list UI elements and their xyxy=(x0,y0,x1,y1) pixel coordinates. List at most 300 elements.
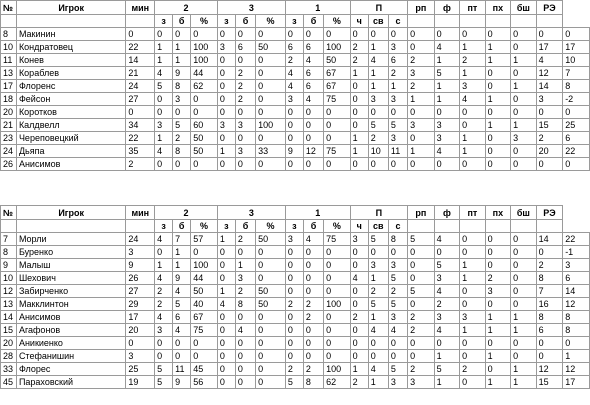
cell-3pt-made: 1 xyxy=(217,285,235,298)
cell-blocks: 0 xyxy=(511,259,537,272)
cell-turnovers: 1 xyxy=(485,41,511,54)
cell-rating: 0 xyxy=(563,28,590,41)
cell-ft-pct: 0 xyxy=(324,324,351,337)
cell-assists: 2 xyxy=(408,363,435,376)
cell-reb-off: 0 xyxy=(350,119,368,132)
team2-rows xyxy=(1,233,590,389)
cell-reb-def: 5 xyxy=(368,298,388,311)
cell-rating: 6 xyxy=(563,132,590,145)
table-row xyxy=(1,246,590,259)
cell-fouls: 5 xyxy=(434,363,460,376)
cell-ft-att: 0 xyxy=(303,324,323,337)
cell-reb-total: 0 xyxy=(388,106,407,119)
cell-3pt-pct: 0 xyxy=(256,324,286,337)
cell-ft-made: 4 xyxy=(285,67,303,80)
subheader-z: з xyxy=(155,220,173,233)
cell-turnovers: 1 xyxy=(485,350,511,363)
cell-2pt-made: 4 xyxy=(155,67,173,80)
cell-steals: 1 xyxy=(460,145,486,158)
cell-points: 15 xyxy=(536,119,563,132)
cell-points: 14 xyxy=(536,80,563,93)
table-row xyxy=(1,54,590,67)
cell-2pt-made: 1 xyxy=(155,259,173,272)
cell-ft-pct: 100 xyxy=(324,41,351,54)
cell-rating: 1 xyxy=(563,350,590,363)
cell-blocks: 0 xyxy=(511,285,537,298)
cell-no: 20 xyxy=(1,337,17,350)
table-row xyxy=(1,376,590,389)
cell-ft-made: 5 xyxy=(285,376,303,389)
cell-2pt-made: 1 xyxy=(155,41,173,54)
cell-ft-pct: 75 xyxy=(324,93,351,106)
table-row xyxy=(1,106,590,119)
cell-fouls: 4 xyxy=(434,324,460,337)
team2-stats-table xyxy=(0,205,590,389)
cell-player: Калдвелл xyxy=(16,119,125,132)
cell-player: Анисимов xyxy=(16,311,125,324)
cell-reb-def: 1 xyxy=(368,41,388,54)
cell-min: 2 xyxy=(126,158,155,171)
cell-ft-pct: 62 xyxy=(324,376,351,389)
cell-2pt-made: 2 xyxy=(155,298,173,311)
cell-reb-off: 0 xyxy=(350,28,368,41)
cell-rating: 8 xyxy=(563,311,590,324)
table-row xyxy=(1,145,590,158)
cell-turnovers: 1 xyxy=(485,54,511,67)
cell-assists: 3 xyxy=(408,67,435,80)
subheader-sv: св xyxy=(368,15,388,28)
cell-3pt-pct: 0 xyxy=(256,272,286,285)
cell-2pt-att: 5 xyxy=(173,119,191,132)
cell-ft-made: 0 xyxy=(285,350,303,363)
cell-ft-pct: 75 xyxy=(324,233,351,246)
cell-3pt-pct: 0 xyxy=(256,259,286,272)
table-row xyxy=(1,28,590,41)
cell-assists: 0 xyxy=(408,106,435,119)
header-1pt: 1 xyxy=(285,1,350,15)
cell-points: 0 xyxy=(536,106,563,119)
subheader-cell xyxy=(16,15,125,28)
cell-no: 7 xyxy=(1,233,17,246)
cell-points: 16 xyxy=(536,298,563,311)
cell-3pt-att: 0 xyxy=(235,28,255,41)
cell-ft-pct: 0 xyxy=(324,28,351,41)
cell-player: Шехович xyxy=(16,272,125,285)
header-row xyxy=(1,206,590,220)
cell-turnovers: 2 xyxy=(485,272,511,285)
subheader-cell xyxy=(511,220,537,233)
cell-assists: 0 xyxy=(408,298,435,311)
cell-rating: -2 xyxy=(563,93,590,106)
cell-2pt-att: 4 xyxy=(173,285,191,298)
cell-turnovers: 0 xyxy=(485,145,511,158)
cell-ft-att: 2 xyxy=(303,363,323,376)
cell-turnovers: 3 xyxy=(485,285,511,298)
cell-3pt-made: 0 xyxy=(217,106,235,119)
subheader-b: б xyxy=(235,15,255,28)
cell-min: 17 xyxy=(126,311,155,324)
cell-ft-att: 0 xyxy=(303,272,323,285)
cell-3pt-att: 2 xyxy=(235,233,255,246)
cell-player: Анисимов xyxy=(16,158,125,171)
cell-blocks: 1 xyxy=(511,311,537,324)
cell-3pt-made: 0 xyxy=(217,363,235,376)
cell-min: 24 xyxy=(126,233,155,246)
cell-player: Дьяпа xyxy=(16,145,125,158)
cell-ft-att: 0 xyxy=(303,132,323,145)
cell-3pt-made: 0 xyxy=(217,272,235,285)
cell-blocks: 0 xyxy=(511,272,537,285)
header-2pt: 2 xyxy=(155,1,218,15)
cell-assists: 0 xyxy=(408,337,435,350)
subheader-cell xyxy=(485,220,511,233)
cell-steals: 1 xyxy=(460,324,486,337)
cell-2pt-made: 4 xyxy=(155,233,173,246)
cell-reb-total: 3 xyxy=(388,93,407,106)
cell-3pt-pct: 0 xyxy=(256,350,286,363)
cell-player: Флорес xyxy=(16,363,125,376)
cell-2pt-made: 2 xyxy=(155,285,173,298)
cell-fouls: 0 xyxy=(434,28,460,41)
cell-ft-pct: 0 xyxy=(324,337,351,350)
header-no: № xyxy=(1,206,17,220)
header-re: РЭ xyxy=(536,206,563,220)
cell-no: 8 xyxy=(1,28,17,41)
cell-points: 6 xyxy=(536,324,563,337)
cell-3pt-pct: 50 xyxy=(256,41,286,54)
cell-3pt-att: 2 xyxy=(235,80,255,93)
cell-ft-made: 9 xyxy=(285,145,303,158)
cell-fouls: 4 xyxy=(434,41,460,54)
cell-2pt-made: 3 xyxy=(155,119,173,132)
subheader-cell xyxy=(126,220,155,233)
cell-3pt-pct: 0 xyxy=(256,311,286,324)
cell-points: 0 xyxy=(536,158,563,171)
cell-ft-made: 0 xyxy=(285,132,303,145)
cell-player: Параховский xyxy=(16,376,125,389)
cell-min: 22 xyxy=(126,41,155,54)
cell-fouls: 5 xyxy=(434,67,460,80)
cell-reb-total: 3 xyxy=(388,132,407,145)
cell-reb-total: 11 xyxy=(388,145,407,158)
cell-no: 18 xyxy=(1,93,17,106)
table-row xyxy=(1,93,590,106)
cell-2pt-pct: 0 xyxy=(191,337,218,350)
table-row xyxy=(1,324,590,337)
cell-rating: 6 xyxy=(563,272,590,285)
cell-fouls: 3 xyxy=(434,272,460,285)
cell-blocks: 0 xyxy=(511,298,537,311)
cell-min: 26 xyxy=(126,272,155,285)
cell-min: 0 xyxy=(126,337,155,350)
header-rp: рп xyxy=(408,206,435,220)
cell-assists: 0 xyxy=(408,246,435,259)
cell-no: 21 xyxy=(1,119,17,132)
cell-reb-def: 0 xyxy=(368,106,388,119)
cell-blocks: 0 xyxy=(511,350,537,363)
subheader-ch: ч xyxy=(350,220,368,233)
header-player: Игрок xyxy=(16,206,125,220)
cell-reb-off: 2 xyxy=(350,376,368,389)
cell-player: Флоренс xyxy=(16,80,125,93)
subheader-cell xyxy=(536,220,563,233)
header-ph: пх xyxy=(485,1,511,15)
cell-ft-pct: 0 xyxy=(324,246,351,259)
cell-assists: 0 xyxy=(408,350,435,363)
cell-3pt-made: 0 xyxy=(217,259,235,272)
cell-2pt-pct: 67 xyxy=(191,311,218,324)
cell-3pt-pct: 0 xyxy=(256,246,286,259)
cell-reb-total: 5 xyxy=(388,272,407,285)
cell-reb-total: 6 xyxy=(388,54,407,67)
cell-3pt-made: 0 xyxy=(217,28,235,41)
cell-min: 3 xyxy=(126,350,155,363)
cell-3pt-made: 4 xyxy=(217,298,235,311)
cell-ft-pct: 0 xyxy=(324,259,351,272)
cell-3pt-made: 0 xyxy=(217,324,235,337)
cell-ft-att: 2 xyxy=(303,311,323,324)
subheader-z: з xyxy=(285,220,303,233)
cell-min: 27 xyxy=(126,93,155,106)
subheader-cell xyxy=(536,15,563,28)
cell-rating: 12 xyxy=(563,363,590,376)
cell-3pt-made: 0 xyxy=(217,350,235,363)
cell-no: 15 xyxy=(1,324,17,337)
cell-no: 26 xyxy=(1,158,17,171)
cell-rating: -1 xyxy=(563,246,590,259)
cell-3pt-att: 0 xyxy=(235,246,255,259)
cell-steals: 3 xyxy=(460,80,486,93)
cell-2pt-pct: 56 xyxy=(191,376,218,389)
cell-min: 22 xyxy=(126,132,155,145)
table-row xyxy=(1,350,590,363)
cell-2pt-pct: 44 xyxy=(191,272,218,285)
cell-no: 33 xyxy=(1,363,17,376)
cell-points: 17 xyxy=(536,41,563,54)
table-row xyxy=(1,272,590,285)
cell-fouls: 3 xyxy=(434,132,460,145)
cell-reb-off: 0 xyxy=(350,298,368,311)
cell-min: 3 xyxy=(126,246,155,259)
cell-player: Фейсон xyxy=(16,93,125,106)
header-bsh: бш xyxy=(511,206,537,220)
cell-blocks: 1 xyxy=(511,324,537,337)
subheader-pct: % xyxy=(324,15,351,28)
cell-no: 23 xyxy=(1,132,17,145)
cell-3pt-pct: 0 xyxy=(256,363,286,376)
cell-ft-att: 0 xyxy=(303,246,323,259)
cell-reb-total: 2 xyxy=(388,285,407,298)
subheader-cell xyxy=(126,15,155,28)
cell-rating: 0 xyxy=(563,337,590,350)
cell-reb-off: 3 xyxy=(350,233,368,246)
cell-min: 29 xyxy=(126,298,155,311)
cell-reb-def: 3 xyxy=(368,93,388,106)
cell-fouls: 0 xyxy=(434,106,460,119)
subheader-z: з xyxy=(217,15,235,28)
cell-2pt-made: 5 xyxy=(155,80,173,93)
cell-fouls: 0 xyxy=(434,246,460,259)
cell-blocks: 0 xyxy=(511,246,537,259)
cell-rating: 17 xyxy=(563,41,590,54)
header-f: ф xyxy=(434,206,460,220)
cell-blocks: 1 xyxy=(511,363,537,376)
cell-blocks: 0 xyxy=(511,145,537,158)
header-1pt: 1 xyxy=(285,206,350,220)
cell-ft-att: 4 xyxy=(303,54,323,67)
table-row xyxy=(1,311,590,324)
table-row xyxy=(1,337,590,350)
cell-fouls: 4 xyxy=(434,285,460,298)
cell-turnovers: 0 xyxy=(485,298,511,311)
cell-2pt-att: 9 xyxy=(173,67,191,80)
cell-assists: 0 xyxy=(408,132,435,145)
cell-steals: 1 xyxy=(460,67,486,80)
header-3pt: 3 xyxy=(217,1,285,15)
header-no: № xyxy=(1,1,17,15)
cell-2pt-att: 5 xyxy=(173,298,191,311)
cell-turnovers: 0 xyxy=(485,106,511,119)
cell-2pt-pct: 0 xyxy=(191,350,218,363)
cell-assists: 5 xyxy=(408,233,435,246)
cell-reb-total: 0 xyxy=(388,246,407,259)
cell-3pt-pct: 0 xyxy=(256,54,286,67)
cell-steals: 0 xyxy=(460,119,486,132)
header-f: ф xyxy=(434,1,460,15)
cell-3pt-att: 0 xyxy=(235,132,255,145)
cell-points: 20 xyxy=(536,145,563,158)
cell-ft-pct: 100 xyxy=(324,363,351,376)
cell-3pt-pct: 0 xyxy=(256,158,286,171)
cell-blocks: 1 xyxy=(511,54,537,67)
subheader-b: б xyxy=(173,220,191,233)
subheader-cell xyxy=(434,15,460,28)
cell-steals: 3 xyxy=(460,311,486,324)
cell-3pt-pct: 50 xyxy=(256,285,286,298)
table-row xyxy=(1,158,590,171)
cell-ft-pct: 67 xyxy=(324,67,351,80)
cell-ft-made: 0 xyxy=(285,158,303,171)
cell-steals: 1 xyxy=(460,132,486,145)
cell-2pt-pct: 57 xyxy=(191,233,218,246)
cell-ft-made: 0 xyxy=(285,259,303,272)
table-row xyxy=(1,298,590,311)
cell-ft-att: 6 xyxy=(303,67,323,80)
cell-ft-made: 0 xyxy=(285,272,303,285)
subheader-s: с xyxy=(388,220,407,233)
cell-reb-off: 1 xyxy=(350,67,368,80)
cell-turnovers: 0 xyxy=(485,259,511,272)
cell-min: 20 xyxy=(126,324,155,337)
cell-assists: 2 xyxy=(408,311,435,324)
cell-3pt-att: 0 xyxy=(235,54,255,67)
cell-2pt-pct: 50 xyxy=(191,285,218,298)
cell-2pt-made: 3 xyxy=(155,324,173,337)
cell-ft-made: 3 xyxy=(285,233,303,246)
cell-ft-pct: 0 xyxy=(324,350,351,363)
cell-2pt-pct: 50 xyxy=(191,132,218,145)
table-row xyxy=(1,233,590,246)
cell-3pt-att: 2 xyxy=(235,285,255,298)
cell-ft-made: 2 xyxy=(285,298,303,311)
cell-points: 2 xyxy=(536,259,563,272)
cell-rating: 0 xyxy=(563,158,590,171)
cell-min: 34 xyxy=(126,119,155,132)
subheader-z: з xyxy=(285,15,303,28)
cell-ft-pct: 75 xyxy=(324,145,351,158)
cell-2pt-att: 0 xyxy=(173,158,191,171)
cell-reb-def: 10 xyxy=(368,145,388,158)
subheader-cell xyxy=(408,15,435,28)
cell-ft-made: 6 xyxy=(285,41,303,54)
cell-blocks: 0 xyxy=(511,28,537,41)
cell-steals: 0 xyxy=(460,28,486,41)
cell-fouls: 1 xyxy=(434,376,460,389)
cell-player: Агафонов xyxy=(16,324,125,337)
cell-points: 14 xyxy=(536,233,563,246)
cell-reb-total: 2 xyxy=(388,67,407,80)
cell-3pt-att: 3 xyxy=(235,145,255,158)
cell-ft-made: 0 xyxy=(285,106,303,119)
header-bsh: бш xyxy=(511,1,537,15)
cell-3pt-att: 4 xyxy=(235,324,255,337)
cell-3pt-made: 0 xyxy=(217,246,235,259)
cell-player: Малыш xyxy=(16,259,125,272)
cell-turnovers: 0 xyxy=(485,132,511,145)
header-2pt: 2 xyxy=(155,206,218,220)
cell-turnovers: 0 xyxy=(485,28,511,41)
cell-ft-made: 2 xyxy=(285,54,303,67)
cell-2pt-att: 11 xyxy=(173,363,191,376)
cell-points: 7 xyxy=(536,285,563,298)
cell-3pt-made: 0 xyxy=(217,158,235,171)
cell-2pt-att: 4 xyxy=(173,324,191,337)
subheader-cell xyxy=(1,220,17,233)
cell-ft-att: 2 xyxy=(303,298,323,311)
cell-no: 24 xyxy=(1,145,17,158)
cell-reb-off: 0 xyxy=(350,93,368,106)
cell-player: Макклинтон xyxy=(16,298,125,311)
cell-3pt-pct: 0 xyxy=(256,337,286,350)
cell-2pt-att: 1 xyxy=(173,259,191,272)
cell-ft-pct: 0 xyxy=(324,158,351,171)
cell-2pt-made: 4 xyxy=(155,272,173,285)
cell-no: 11 xyxy=(1,54,17,67)
cell-min: 9 xyxy=(126,259,155,272)
cell-fouls: 1 xyxy=(434,80,460,93)
subheader-cell xyxy=(1,15,17,28)
header-rp: рп xyxy=(408,1,435,15)
cell-fouls: 4 xyxy=(434,233,460,246)
cell-blocks: 1 xyxy=(511,80,537,93)
cell-blocks: 1 xyxy=(511,376,537,389)
cell-min: 19 xyxy=(126,376,155,389)
cell-rating: 12 xyxy=(563,298,590,311)
cell-blocks: 3 xyxy=(511,132,537,145)
header-rebounds: П xyxy=(350,206,407,220)
cell-rating: 17 xyxy=(563,376,590,389)
cell-assists: 1 xyxy=(408,145,435,158)
table-row xyxy=(1,119,590,132)
cell-fouls: 5 xyxy=(434,259,460,272)
cell-ft-pct: 0 xyxy=(324,285,351,298)
cell-2pt-pct: 100 xyxy=(191,259,218,272)
cell-ft-made: 0 xyxy=(285,285,303,298)
cell-reb-total: 0 xyxy=(388,350,407,363)
cell-3pt-made: 0 xyxy=(217,67,235,80)
cell-assists: 3 xyxy=(408,376,435,389)
cell-points: 8 xyxy=(536,311,563,324)
